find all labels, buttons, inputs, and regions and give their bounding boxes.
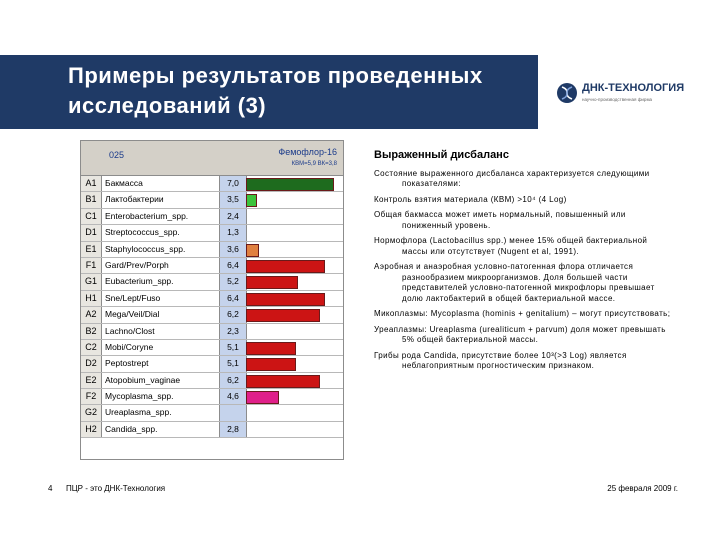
- row-code: B1: [81, 192, 102, 207]
- dna-logo-icon: [556, 82, 578, 104]
- level-bar: [246, 293, 325, 306]
- row-code: F1: [81, 258, 102, 273]
- row-name: Ureaplasma_spp.: [105, 407, 172, 418]
- level-bar: [246, 391, 279, 404]
- table-row: [81, 176, 343, 192]
- logo-tagline: научно-производственная фирма: [582, 97, 653, 102]
- table-row: [81, 307, 343, 323]
- table-row: [81, 291, 343, 307]
- table-row: [81, 422, 343, 438]
- test-scale: КВМ=5,9 ВК=3,8: [291, 161, 337, 167]
- table-row: [81, 258, 343, 274]
- results-table: [80, 140, 344, 460]
- table-row: [81, 225, 343, 241]
- page-number: 4: [48, 484, 53, 493]
- level-bar: [246, 309, 320, 322]
- table-row: [81, 340, 343, 356]
- table-row: [81, 389, 343, 405]
- test-name: Фемофлор-16: [278, 147, 337, 157]
- row-name: Лактобактерии: [105, 194, 164, 205]
- row-name: Gard/Prev/Porph: [105, 259, 169, 270]
- row-name: Streptococcus_spp.: [105, 227, 180, 238]
- row-value: 5,1: [219, 356, 247, 371]
- row-value: 3,5: [219, 192, 247, 207]
- table-row: [81, 356, 343, 372]
- level-bar: [246, 260, 325, 273]
- row-code: C2: [81, 340, 102, 355]
- row-value: 6,2: [219, 307, 247, 322]
- footer-text: ПЦР - это ДНК-Технология: [66, 484, 166, 493]
- table-row: [81, 192, 343, 208]
- row-value: 1,3: [219, 225, 247, 240]
- row-name: Eubacterium_spp.: [105, 276, 174, 287]
- panel-paragraphs: [372, 169, 672, 372]
- panel-title: Выраженный дисбаланс: [374, 149, 509, 161]
- row-value: 3,6: [219, 242, 247, 257]
- panel-paragraph: Нормофлора (Lactobacillus spp.) менее 15% общей бактериальной массы или отсутствует (Nugent et al, 1991).: [374, 236, 648, 256]
- table-row: [81, 274, 343, 290]
- level-bar: [246, 244, 259, 257]
- row-name: Sne/Lept/Fuso: [105, 292, 161, 303]
- row-value: 4,6: [219, 389, 247, 404]
- level-bar: [246, 276, 298, 289]
- level-bar: [246, 358, 296, 371]
- row-name: Staphylococcus_spp.: [105, 243, 186, 254]
- panel-paragraph: Грибы рода Candida, присутствие более 10³(>3 Log) является неблагоприятным прогностическим признаком.: [374, 350, 627, 370]
- row-value: 5,1: [219, 340, 247, 355]
- row-code: E2: [81, 373, 102, 388]
- panel-paragraph: Микоплазмы: Mycoplasma (hominis + genitalium) – могут присутствовать;: [374, 309, 671, 318]
- row-name: Enterobacterium_spp.: [105, 210, 189, 221]
- table-row: [81, 405, 343, 421]
- row-code: D1: [81, 225, 102, 240]
- row-name: Peptostrept: [105, 358, 149, 369]
- table-rows: [81, 176, 343, 438]
- row-value: 2,3: [219, 324, 247, 339]
- logo-name: ДНК-ТЕХНОЛОГИЯ: [582, 82, 685, 94]
- row-code: F2: [81, 389, 102, 404]
- level-bar: [246, 194, 257, 207]
- panel-paragraph: Контроль взятия материала (КВМ) >10⁴ (4 Log): [374, 194, 567, 204]
- sample-code: 025: [109, 150, 125, 160]
- row-value: 2,4: [219, 209, 247, 224]
- row-value: [219, 405, 247, 420]
- row-code: H2: [81, 422, 102, 437]
- panel-paragraph: Уреаплазмы: Ureaplasma (urealiticum + parvum) доля может превышать 5% общей бактериальной массы.: [374, 324, 666, 344]
- footer-date: 25 февраля 2009 г.: [607, 484, 678, 493]
- row-code: G2: [81, 405, 102, 420]
- row-value: 6,4: [219, 258, 247, 273]
- row-value: 7,0: [219, 176, 247, 191]
- row-code: A2: [81, 307, 102, 322]
- panel-paragraph: Аэробная и анаэробная условно-патогенная флора отличается разнообразием микроорганизмов. Доля большей части представителей условно-патогенной микрофлоры превышает долю лактобактерий в общей бактериальной массе.: [374, 262, 655, 303]
- row-value: 5,2: [219, 274, 247, 289]
- level-bar: [246, 375, 320, 388]
- row-code: B2: [81, 324, 102, 339]
- row-code: D2: [81, 356, 102, 371]
- table-row: [81, 242, 343, 258]
- row-code: E1: [81, 242, 102, 257]
- table-header: [81, 141, 343, 176]
- row-name: Бакмасса: [105, 178, 143, 188]
- slide-title: Примеры результатов проведенных исследований (3): [68, 63, 483, 118]
- panel-paragraph: Состояние выраженного дисбаланса характеризуется следующими показателями:: [374, 168, 650, 188]
- table-row: [81, 209, 343, 225]
- row-value: 6,4: [219, 291, 247, 306]
- row-name: Candida_spp.: [105, 423, 158, 434]
- table-row: [81, 373, 343, 389]
- level-bar: [246, 342, 296, 355]
- row-name: Lachno/Clost: [105, 325, 155, 336]
- company-logo: [556, 82, 685, 108]
- row-code: H1: [81, 291, 102, 306]
- panel-paragraph: Общая бакмасса может иметь нормальный, повышенный или пониженный уровень.: [374, 210, 626, 230]
- row-code: A1: [81, 176, 102, 191]
- row-name: Atopobium_vaginae: [105, 374, 181, 385]
- level-bar: [246, 178, 334, 191]
- row-name: Mycoplasma_spp.: [105, 391, 174, 402]
- info-panel: [372, 150, 672, 377]
- row-value: 6,2: [219, 373, 247, 388]
- row-name: Mobi/Coryne: [105, 341, 154, 352]
- row-value: 2,8: [219, 422, 247, 437]
- row-name: Mega/Veil/Dial: [105, 309, 160, 320]
- row-code: G1: [81, 274, 102, 289]
- row-code: C1: [81, 209, 102, 224]
- table-row: [81, 324, 343, 340]
